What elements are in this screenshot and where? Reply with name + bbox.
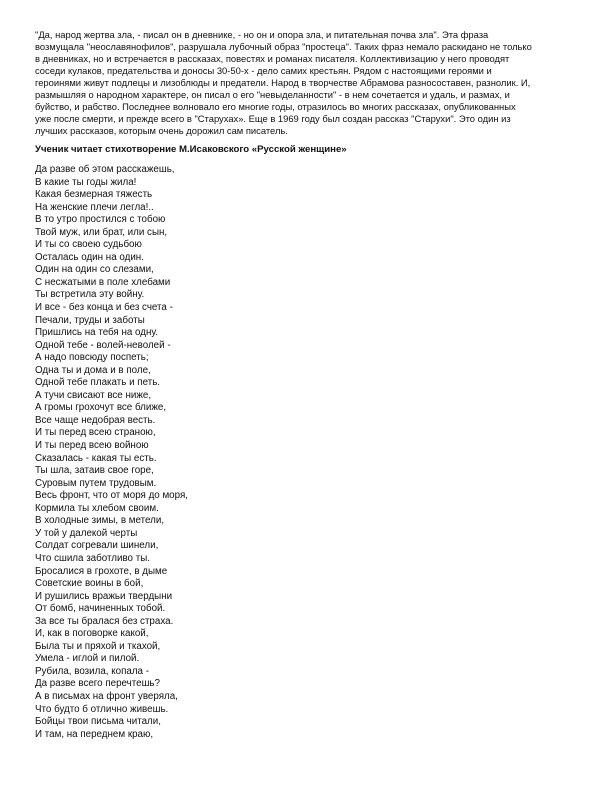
paragraph-line: героинями живут подлецы и лизоблюды и предатели. Народ в творчестве Абрамова разносоставен, разнолик. И, — [35, 77, 531, 88]
document-page — [35, 29, 580, 741]
poem-line: От бомб, начиненных тобой. — [35, 603, 166, 615]
poem-line: А тучи свисают все ниже, — [35, 389, 152, 401]
poem-line: Была ты и пряхой и ткахой, — [35, 640, 161, 652]
poem-line: За все ты бралася без страха. — [35, 615, 174, 627]
poem-line: И, как в поговорке какой, — [35, 628, 149, 640]
poem-line: Солдат согревали шинели, — [35, 540, 159, 552]
poem-line: Что сшила заботливо ты. — [35, 552, 150, 564]
poem-line: Рубила, возила, копала - — [35, 665, 149, 677]
poem-line: Печали, труды и заботы — [35, 314, 145, 326]
poem-line: Ты шла, затаив свое горе, — [35, 465, 154, 477]
poem-line: Какая безмерная тяжесть — [35, 189, 153, 201]
poem-line: Твой муж, или брат, или сын, — [35, 226, 168, 238]
poem-line: Суровым путем трудовым. — [35, 477, 157, 489]
paragraph-line: уже после смерти, и прежде всего в "Старухах». Еще в 1969 году был создан рассказ "Старухи". Это один из — [35, 113, 511, 124]
poem-line: Весь фронт, что от моря до моря, — [35, 490, 188, 502]
poem-line: Да разве об этом расскажешь, — [35, 164, 175, 175]
section-heading: Ученик читает стихотворение М.Исаковского «Русской женщине» — [35, 144, 347, 155]
paragraph-line: в дневниках, но и встречается в рассказах, повестях и романах писателя. Коллективизацию у него проводят — [35, 53, 510, 64]
poem — [35, 164, 580, 741]
poem-line: Один на один со слезами, — [35, 264, 154, 276]
paragraph-line: возмущала "неославянофилов", разрушала лубочный образ "простеца". Таких фраз немало раскидано не только — [35, 41, 532, 52]
paragraph-line: соседи кулаков, предательства и доносы 30-50-х - дело самих крестьян. Рядом с настоящими героями и — [35, 65, 492, 76]
poem-line: И ты перед всею войною — [35, 440, 149, 452]
poem-line: Ты встретила эту войну. — [35, 289, 145, 301]
poem-line: Бросалися в грохоте, в дыме — [35, 565, 168, 577]
poem-line: Одной тебе плакать и петь. — [35, 377, 161, 389]
intro-paragraph — [35, 29, 580, 137]
poem-line: В то утро простился с тобою — [35, 214, 166, 226]
poem-line: Осталась один на один. — [35, 251, 144, 263]
poem-line: А в письмах на фронт уверяла, — [35, 690, 178, 702]
poem-line: У той у далекой черты — [35, 527, 138, 539]
poem-line: В холодные зимы, в метели, — [35, 515, 165, 527]
poem-line: На женские плечи легла!.. — [35, 201, 154, 213]
poem-line: Одной тебе - волей-неволей - — [35, 339, 171, 351]
poem-line: Бойцы твои письма читали, — [35, 716, 161, 728]
paragraph-line: размышляя о народном характере, он писал о его "невыделанности" - в нем сочетается и удаль, и размах, и — [35, 89, 510, 100]
poem-line: Сказалась - какая ты есть. — [35, 452, 157, 464]
poem-line: В какие ты годы жила! — [35, 176, 137, 188]
poem-line: И все - без конца и без счета - — [35, 302, 173, 314]
poem-line: Умела - иглой и пилой. — [35, 653, 140, 665]
poem-line: А громы грохочут все ближе, — [35, 402, 167, 414]
poem-line: С несжатыми в поле хлебами — [35, 276, 171, 288]
poem-line: Да разве всего перечтешь? — [35, 678, 160, 690]
poem-line: Что будто б отлично живешь. — [35, 703, 169, 715]
poem-line: И рушились вражьи твердыни — [35, 590, 173, 602]
poem-line: И ты перед всею страною, — [35, 427, 156, 439]
poem-line: Советские воины в бой, — [35, 578, 144, 590]
poem-line: Кормила ты хлебом своим. — [35, 502, 159, 514]
poem-line: Одна ты и дома и в поле, — [35, 364, 151, 376]
poem-line: Пришлись на тебя на одну. — [35, 327, 159, 339]
paragraph-line: буйство, и рабство. Последнее волновало его многие годы, отразилось во многих рассказах, опубликованных — [35, 101, 516, 112]
poem-line: И там, на переднем краю, — [35, 728, 154, 740]
poem-line: А надо повсюду поспеть; — [35, 352, 149, 364]
poem-line: И ты со своею судьбою — [35, 239, 142, 251]
paragraph-line: "Да, народ жертва зла, - писал он в дневнике, - но он и опора зла, и питательная почва зла". Эта фраза — [35, 29, 489, 40]
poem-line: Все чаще недобрая весть. — [35, 414, 156, 426]
paragraph-line: лучших рассказов, которым очень дорожил сам писатель. — [35, 125, 288, 136]
